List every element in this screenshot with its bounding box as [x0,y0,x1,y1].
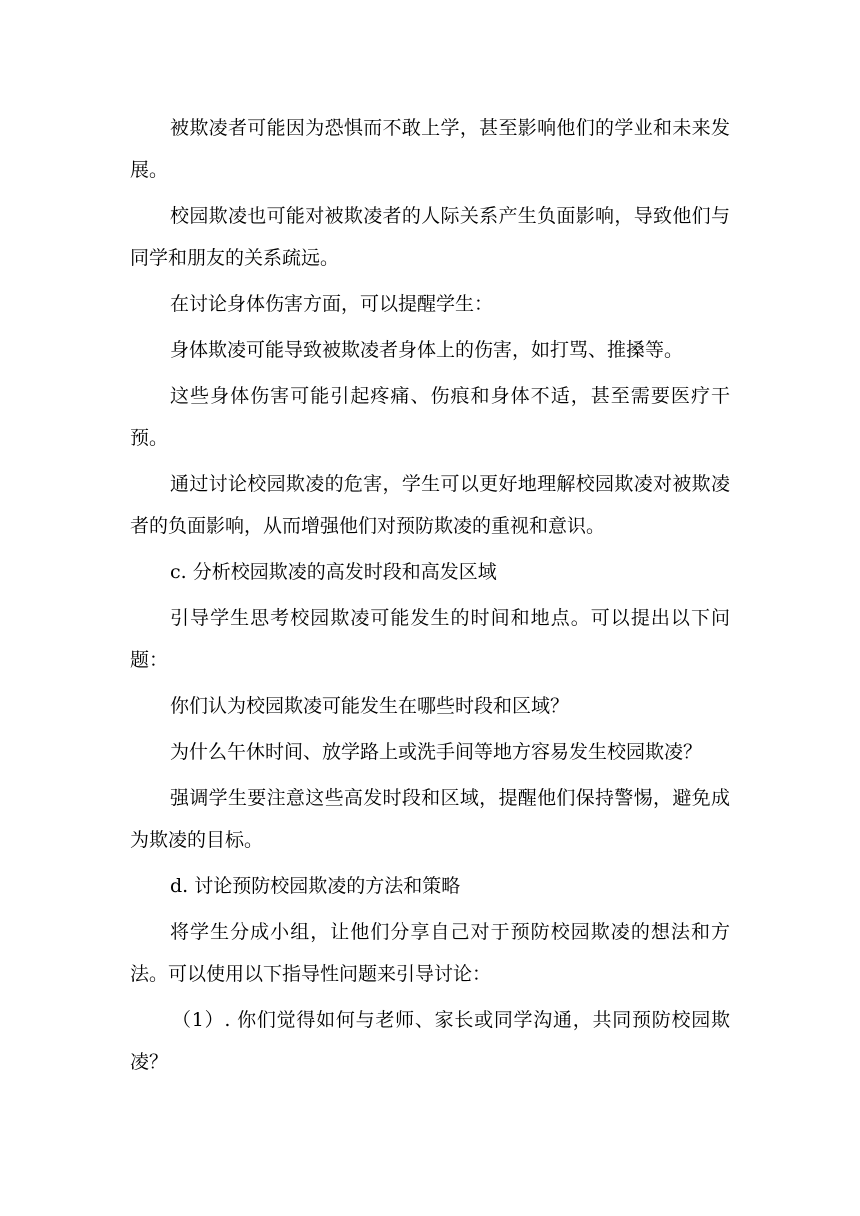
paragraph-7: 引导学生思考校园欺凌可能发生的时间和地点。可以提出以下问题： [130,607,730,671]
paragraph-9: 将学生分成小组，让他们分享自己对于预防校园欺凌的想法和方法。可以使用以下指导性问题来引导讨论： [130,921,730,985]
question-2: 为什么午休时间、放学路上或洗手间等地方容易发生校园欺凌？ [170,741,703,763]
document-page [130,107,730,1087]
paragraph-4: 身体欺凌可能导致被欺凌者身体上的伤害，如打骂、推搡等。 [170,339,684,361]
paragraph-1: 被欺凌者可能因为恐惧而不敢上学，甚至影响他们的学业和未来发展。 [130,117,730,181]
paragraph-2: 校园欺凌也可能对被欺凌者的人际关系产生负面影响，导致他们与同学和朋友的关系疏远。 [130,205,730,269]
paragraph-5: 这些身体伤害可能引起疼痛、伤痕和身体不适，甚至需要医疗干预。 [130,385,730,449]
question-1: 你们认为校园欺凌可能发生在哪些时段和区域？ [170,695,570,717]
paragraph-8: 强调学生要注意这些高发时段和区域，提醒他们保持警惕，避免成为欺凌的目标。 [130,787,730,851]
numbered-question-1: （1）. 你们觉得如何与老师、家长或同学沟通，共同预防校园欺凌？ [130,1009,730,1073]
section-heading-c: c. 分析校园欺凌的高发时段和高发区域 [170,561,497,583]
section-heading-d: d. 讨论预防校园欺凌的方法和策略 [170,875,461,897]
paragraph-3: 在讨论身体伤害方面，可以提醒学生： [170,293,494,315]
paragraph-6: 通过讨论校园欺凌的危害，学生可以更好地理解校园欺凌对被欺凌者的负面影响，从而增强他们对预防欺凌的重视和意识。 [130,473,730,537]
